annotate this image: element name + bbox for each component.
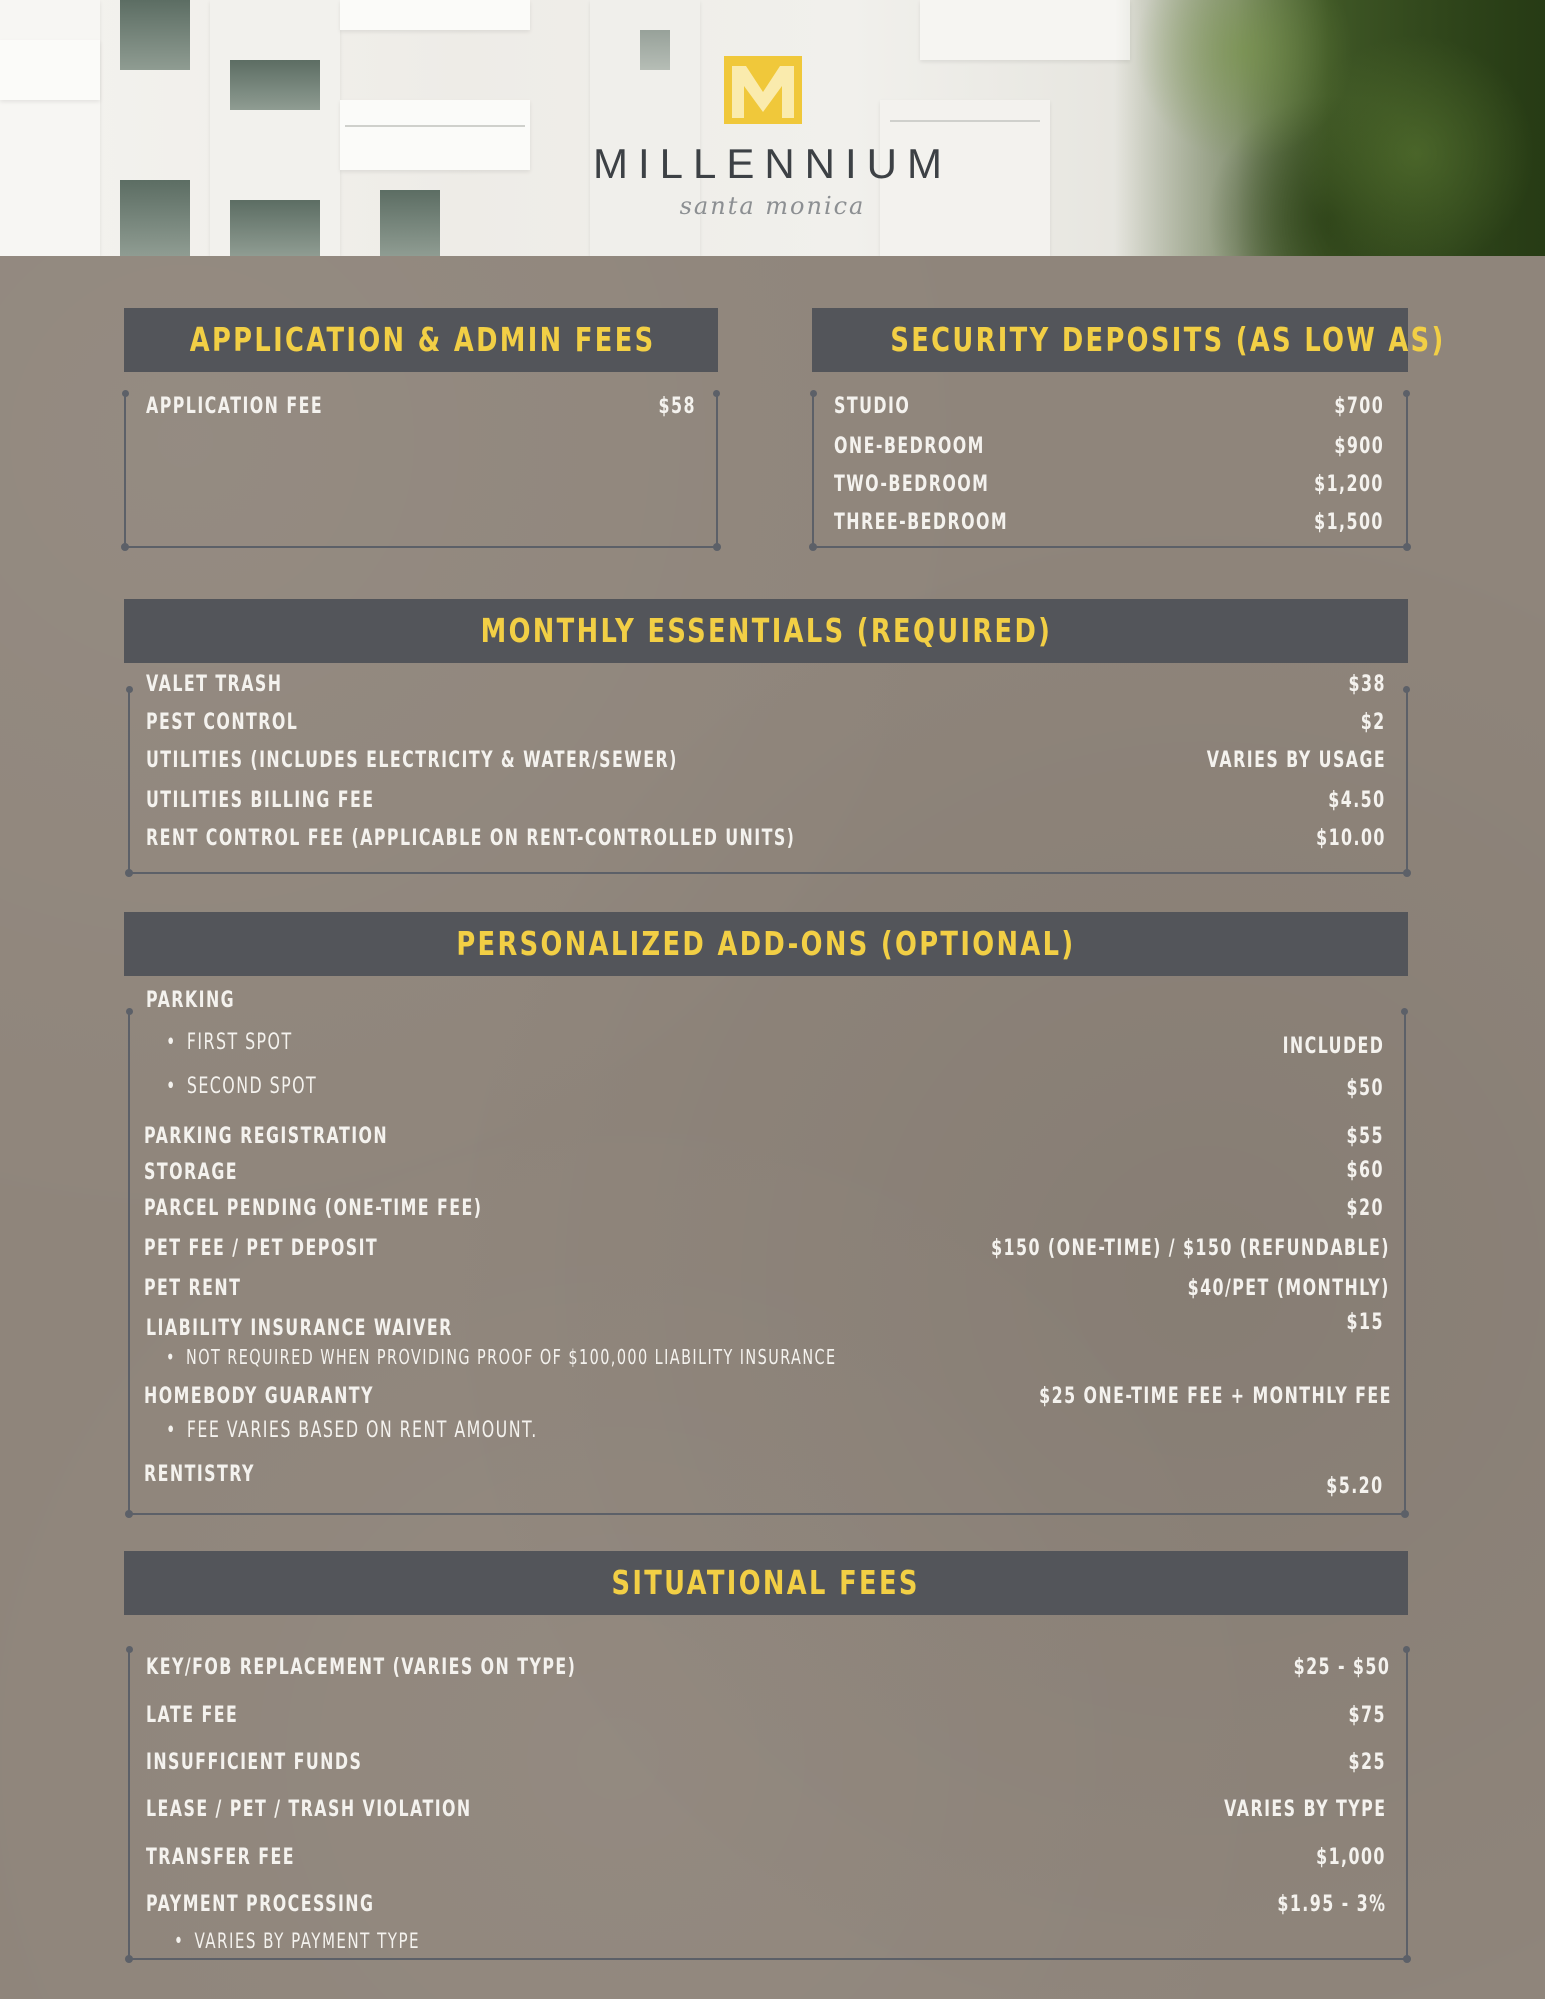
fee-value: VARIES BY USAGE [1206, 748, 1386, 773]
section-title: MONTHLY ESSENTIALS (REQUIRED) [480, 611, 1052, 650]
fee-row [834, 472, 1384, 502]
section-header-addons [124, 912, 1408, 976]
fee-value: $1,500 [1314, 510, 1384, 535]
addon-parcel-pending-value: $20 [1346, 1196, 1384, 1221]
fee-row [146, 788, 1386, 818]
fee-label: RENT CONTROL FEE (APPLICABLE ON RENT-CONTROLLED UNITS) [146, 826, 796, 851]
addon-first-spot-label: • FIRST SPOT [166, 1030, 342, 1056]
addon-homebody-note: • FEE VARIES BASED ON RENT AMOUNT. [166, 1418, 682, 1444]
logo-m-icon [724, 56, 802, 124]
fee-row [146, 710, 1386, 740]
fee-row [834, 394, 1384, 424]
section-header-application-fees [124, 308, 718, 372]
addon-first-spot-value: INCLUDED [1282, 1034, 1384, 1059]
section-title: SITUATIONAL FEES [611, 1563, 921, 1602]
fee-value: $2 [1361, 710, 1386, 735]
fee-row [146, 1655, 1390, 1685]
addon-parking-registration-value: $55 [1346, 1124, 1384, 1149]
fee-label: KEY/FOB REPLACEMENT (VARIES ON TYPE) [146, 1655, 577, 1680]
fee-row [146, 1750, 1386, 1780]
fee-value: VARIES BY TYPE [1223, 1797, 1386, 1822]
fee-label: UTILITIES BILLING FEE [146, 788, 375, 813]
fee-value: $1,000 [1316, 1845, 1386, 1870]
addon-homebody-value: $25 ONE-TIME FEE + MONTHLY FEE [1039, 1384, 1392, 1409]
fee-value: $700 [1334, 394, 1384, 419]
section-header-monthly-essentials [124, 599, 1408, 663]
section-title: PERSONALIZED ADD-ONS (OPTIONAL) [456, 924, 1076, 963]
fee-label: THREE-BEDROOM [834, 510, 1009, 535]
addon-pet-fee-label: PET FEE / PET DEPOSIT [144, 1236, 379, 1261]
fee-value: $900 [1334, 434, 1384, 459]
brand-logo [0, 0, 1545, 256]
fee-value: $25 [1348, 1750, 1386, 1775]
fee-row [834, 434, 1384, 464]
fee-value: $38 [1348, 672, 1386, 697]
addon-pet-fee-value: $150 (ONE-TIME) / $150 (REFUNDABLE) [991, 1236, 1390, 1261]
addon-parking-registration-label: PARKING REGISTRATION [144, 1124, 389, 1149]
fee-label: APPLICATION FEE [146, 394, 324, 419]
fee-value: $58 [658, 394, 696, 419]
fee-label: PEST CONTROL [146, 710, 299, 735]
fee-label: STUDIO [834, 394, 911, 419]
fee-row [146, 672, 1386, 702]
fee-label: TRANSFER FEE [146, 1845, 296, 1870]
section-title: SECURITY DEPOSITS (AS LOW AS) [890, 320, 1446, 359]
fee-row [146, 826, 1386, 856]
fee-label: LATE FEE [146, 1703, 239, 1728]
fee-value: $4.50 [1328, 788, 1386, 813]
fee-value: $75 [1348, 1703, 1386, 1728]
addon-pet-rent-label: PET RENT [144, 1276, 242, 1301]
monthly-essentials-panel [128, 672, 1408, 874]
addon-liability-note: • NOT REQUIRED WHEN PROVIDING PROOF OF $100,000 LIABILITY INSURANCE [166, 1344, 1097, 1370]
addon-rentistry-value: $5.20 [1326, 1474, 1384, 1499]
fee-label: ONE-BEDROOM [834, 434, 985, 459]
fee-row [146, 1845, 1386, 1875]
fee-row [146, 748, 1386, 778]
header-photo [0, 0, 1545, 256]
fee-row [146, 1892, 1386, 1922]
addon-liability-label: LIABILITY INSURANCE WAIVER [146, 1316, 453, 1341]
addon-second-spot-label: • SECOND SPOT [166, 1074, 376, 1100]
fee-label: INSUFFICIENT FUNDS [146, 1750, 363, 1775]
fee-label: UTILITIES (INCLUDES ELECTRICITY & WATER/SEWER) [146, 748, 678, 773]
section-header-situational [124, 1551, 1408, 1615]
brand-name: MILLENNIUM [592, 140, 953, 187]
fee-label: LEASE / PET / TRASH VIOLATION [146, 1797, 472, 1822]
fee-row [146, 394, 696, 424]
fee-value: $10.00 [1316, 826, 1386, 851]
addon-rentistry-label: RENTISTRY [144, 1462, 255, 1487]
addon-second-spot-value: $50 [1346, 1076, 1384, 1101]
addons-panel [128, 988, 1406, 1515]
situational-panel [128, 1650, 1408, 1960]
fee-label: TWO-BEDROOM [834, 472, 990, 497]
addon-pet-rent-value: $40/PET (MONTHLY) [1187, 1276, 1390, 1301]
fee-row [146, 1703, 1386, 1733]
fee-label: PAYMENT PROCESSING [146, 1892, 375, 1917]
fee-row [834, 510, 1384, 540]
fee-value: $25 - $50 [1293, 1655, 1390, 1680]
section-header-security-deposits [812, 308, 1446, 372]
fee-label: VALET TRASH [146, 672, 283, 697]
addon-homebody-label: HOMEBODY GUARANTY [144, 1384, 374, 1409]
section-title: APPLICATION & ADMIN FEES [189, 320, 656, 359]
addon-parcel-pending-label: PARCEL PENDING (ONE-TIME FEE) [144, 1196, 483, 1221]
security-deposits-panel [812, 394, 1408, 548]
fee-row [146, 1797, 1386, 1827]
addon-storage-value: $60 [1346, 1158, 1384, 1183]
addon-storage-label: STORAGE [144, 1160, 239, 1185]
addon-parking-label: PARKING [146, 988, 236, 1013]
application-fees-panel [124, 394, 718, 548]
fee-value: $1,200 [1314, 472, 1384, 497]
addon-liability-value: $15 [1346, 1310, 1384, 1335]
brand-location: santa monica [679, 192, 866, 220]
fee-value: $1.95 - 3% [1276, 1892, 1386, 1917]
payment-processing-note: • VARIES BY PAYMENT TYPE [174, 1928, 516, 1954]
